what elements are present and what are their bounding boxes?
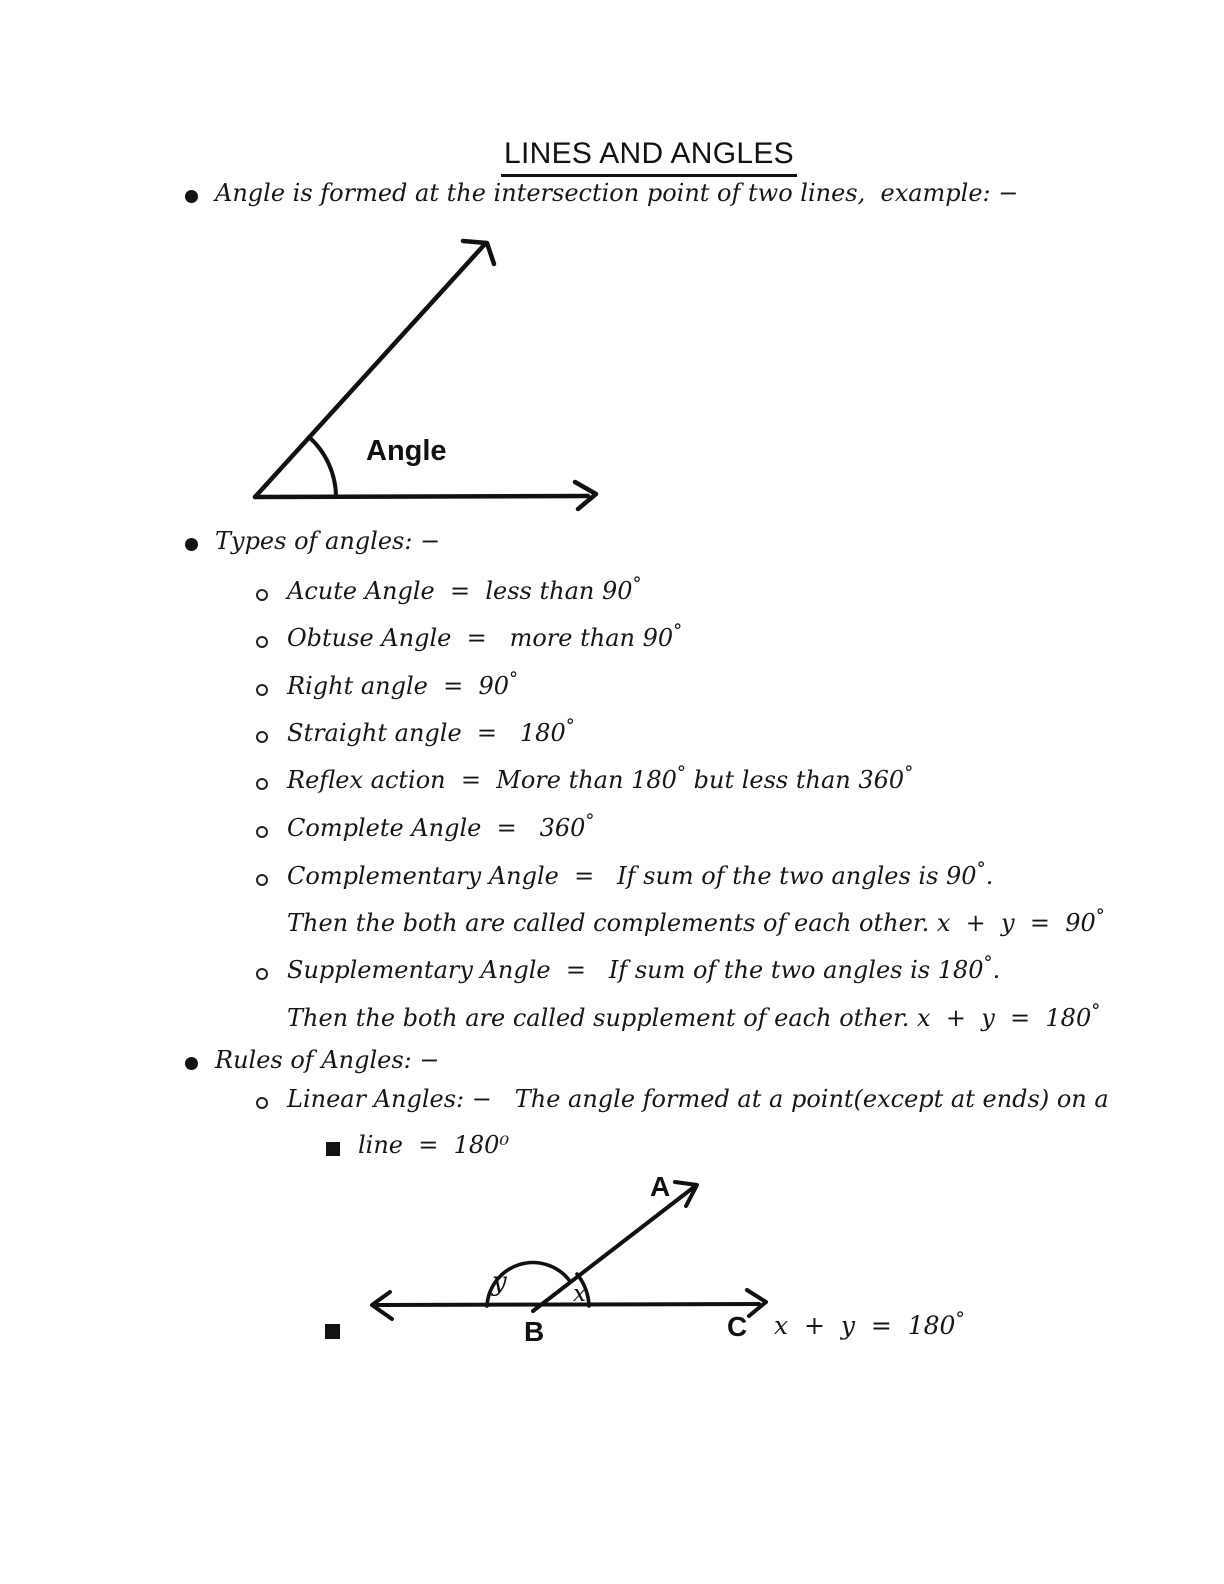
bullet-item-right bbox=[0, 671, 1224, 701]
bullet-item-complementary bbox=[0, 861, 1224, 891]
square-bullet-icon bbox=[325, 1324, 340, 1339]
bullet-item-obtuse bbox=[0, 623, 1224, 653]
bullet-item-types-header bbox=[0, 526, 1224, 556]
circle-bullet-icon bbox=[256, 826, 268, 838]
angle-diagram bbox=[230, 222, 630, 517]
right-angle-text: Right angle = 90° bbox=[287, 669, 519, 700]
circle-bullet-icon bbox=[256, 636, 268, 648]
angle-y-label: y bbox=[492, 1267, 507, 1297]
ray-ba bbox=[533, 1187, 694, 1311]
supplementary-angle-text: Supplementary Angle = If sum of the two angles is 180°. bbox=[287, 953, 1001, 984]
obtuse-angle-text: Obtuse Angle = more than 90° bbox=[287, 621, 683, 652]
bullet-item-rules-header bbox=[0, 1045, 1224, 1075]
horizontal-ray-line bbox=[255, 496, 588, 497]
circle-bullet-icon bbox=[256, 684, 268, 696]
point-c-label: C bbox=[727, 1311, 748, 1342]
bullet-item-complete bbox=[0, 813, 1224, 843]
angle-x-label: x bbox=[573, 1281, 586, 1307]
reflex-angle-text: Reflex action = More than 180° but less than 360° bbox=[287, 763, 914, 794]
disc-bullet-icon bbox=[185, 1057, 198, 1070]
complementary-angle-text: Complementary Angle = If sum of the two angles is 90°. bbox=[287, 859, 994, 890]
line-bc bbox=[378, 1304, 759, 1305]
point-a-label: A bbox=[650, 1171, 671, 1202]
bullet-item-supplementary bbox=[0, 955, 1224, 985]
linear-angles-text: Linear Angles: − The angle formed at a point(except at ends) on a bbox=[287, 1085, 1109, 1113]
point-b-label: B bbox=[524, 1316, 545, 1347]
bullet-item-intro bbox=[0, 178, 1224, 208]
intro-text: Angle is formed at the intersection point of two lines, example: − bbox=[215, 179, 1019, 207]
disc-bullet-icon bbox=[185, 190, 198, 203]
disc-bullet-icon bbox=[185, 538, 198, 551]
circle-bullet-icon bbox=[256, 589, 268, 601]
circle-bullet-icon bbox=[256, 778, 268, 790]
supplementary-continuation bbox=[0, 1003, 1224, 1033]
complementary-continuation bbox=[0, 908, 1224, 938]
angle-label: Angle bbox=[366, 435, 447, 467]
bullet-item-reflex bbox=[0, 765, 1224, 795]
line-value-text: line = 180⁰ bbox=[358, 1131, 510, 1159]
circle-bullet-icon bbox=[256, 968, 268, 980]
circle-bullet-icon bbox=[256, 874, 268, 886]
straight-angle-text: Straight angle = 180° bbox=[287, 716, 575, 747]
complementary-continuation-text: Then the both are called complements of each other. x + y = 90° bbox=[287, 906, 1105, 937]
bullet-item-straight bbox=[0, 718, 1224, 748]
types-header-text: Types of angles: − bbox=[215, 527, 441, 555]
page-title: LINES AND ANGLES bbox=[501, 137, 797, 177]
circle-bullet-icon bbox=[256, 1097, 268, 1109]
angle-arc bbox=[309, 437, 336, 497]
bullet-item-linear-angles bbox=[0, 1084, 1224, 1114]
supplementary-continuation-text: Then the both are called supplement of each other. x + y = 180° bbox=[287, 1001, 1101, 1032]
bullet-item-acute bbox=[0, 576, 1224, 606]
complete-angle-text: Complete Angle = 360° bbox=[287, 811, 595, 842]
rules-header-text: Rules of Angles: − bbox=[215, 1046, 440, 1074]
acute-angle-text: Acute Angle = less than 90° bbox=[287, 574, 642, 605]
linear-pair-equation: x + y = 180° bbox=[774, 1308, 965, 1340]
circle-bullet-icon bbox=[256, 731, 268, 743]
